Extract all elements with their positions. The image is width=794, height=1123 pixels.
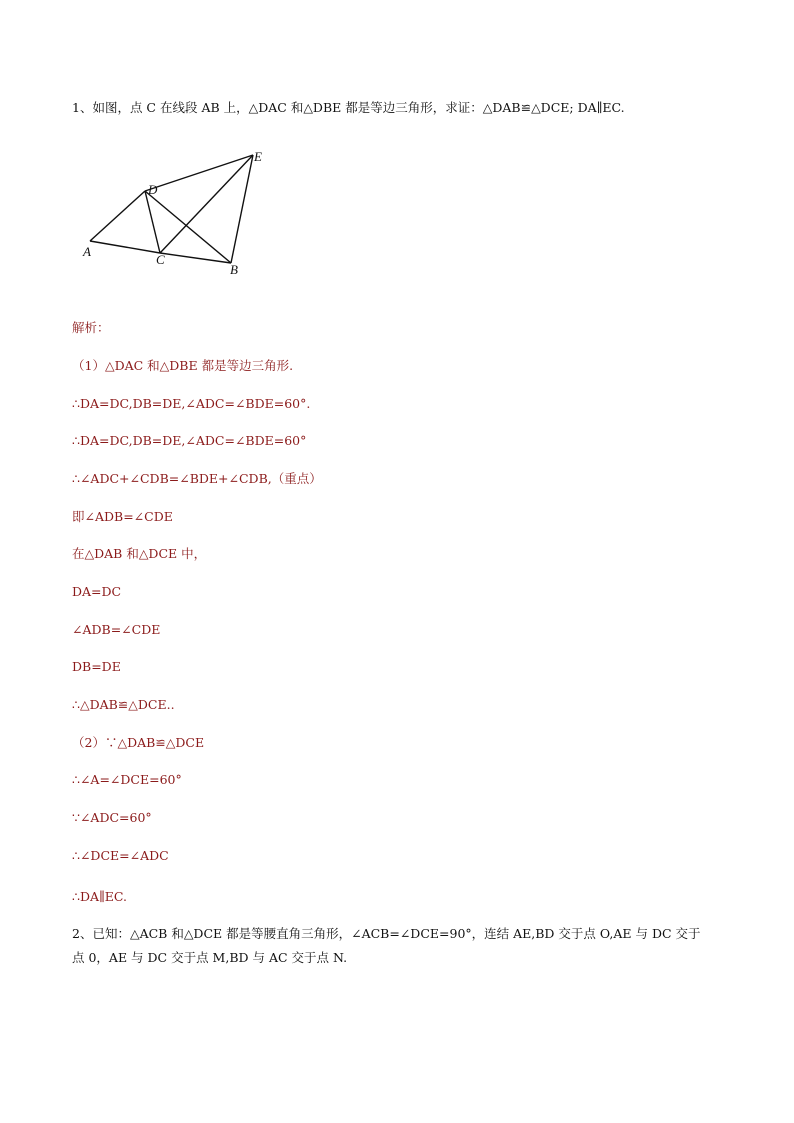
label-a: A [83, 244, 91, 259]
label-d: D [148, 182, 158, 197]
question-1: 1、如图，点 C 在线段 AB 上，△DAC 和△DBE 都是等边三角形，求证：△DAB≌△DCE; DA∥EC. [72, 100, 625, 115]
label-b: B [230, 262, 238, 277]
segment-ce [160, 155, 253, 253]
label-e: E [254, 149, 262, 164]
solution-heading: 解析： [72, 320, 110, 335]
segment-ad [90, 191, 145, 241]
solution-line-15: ∴DA∥EC. [72, 889, 127, 904]
solution-line-12: ∴∠A=∠DCE=60° [72, 772, 182, 787]
solution-line-8: ∠ADB=∠CDE [72, 622, 161, 637]
solution-line-1: （1）△DAC 和△DBE 都是等边三角形. [72, 358, 294, 373]
segment-dc [145, 191, 160, 253]
solution-line-13: ∵∠ADC=60° [72, 810, 152, 825]
solution-line-10: ∴△DAB≌△DCE.. [72, 697, 175, 712]
solution-line-9: DB=DE [72, 659, 121, 674]
solution-line-11: （2）∵△DAB≌△DCE [72, 735, 205, 750]
solution-line-3: ∴DA=DC,DB=DE,∠ADC=∠BDE=60° [72, 433, 307, 448]
solution-line-6: 在△DAB 和△DCE 中， [72, 546, 207, 561]
solution-line-2: ∴DA=DC,DB=DE,∠ADC=∠BDE=60°. [72, 396, 311, 411]
solution-line-5: 即∠ADB=∠CDE [72, 509, 173, 524]
solution-line-14: ∴∠DCE=∠ADC [72, 848, 169, 863]
question-2-line-1: 2、已知：△ACB 和△DCE 都是等腰直角三角形，∠ACB=∠DCE=90°，连结 AE,BD 交于点 O,AE 与 DC 交于 [72, 926, 701, 941]
solution-line-4: ∴∠ADC+∠CDB=∠BDE+∠CDB,（重点） [72, 471, 322, 486]
question-2-line-2: 点 0，AE 与 DC 交于点 M,BD 与 AC 交于点 N. [72, 950, 348, 965]
geometry-figure [76, 145, 316, 285]
solution-line-7: DA=DC [72, 584, 122, 599]
segment-eb [231, 155, 253, 263]
segment-ac [90, 241, 160, 253]
label-c: C [156, 252, 165, 267]
